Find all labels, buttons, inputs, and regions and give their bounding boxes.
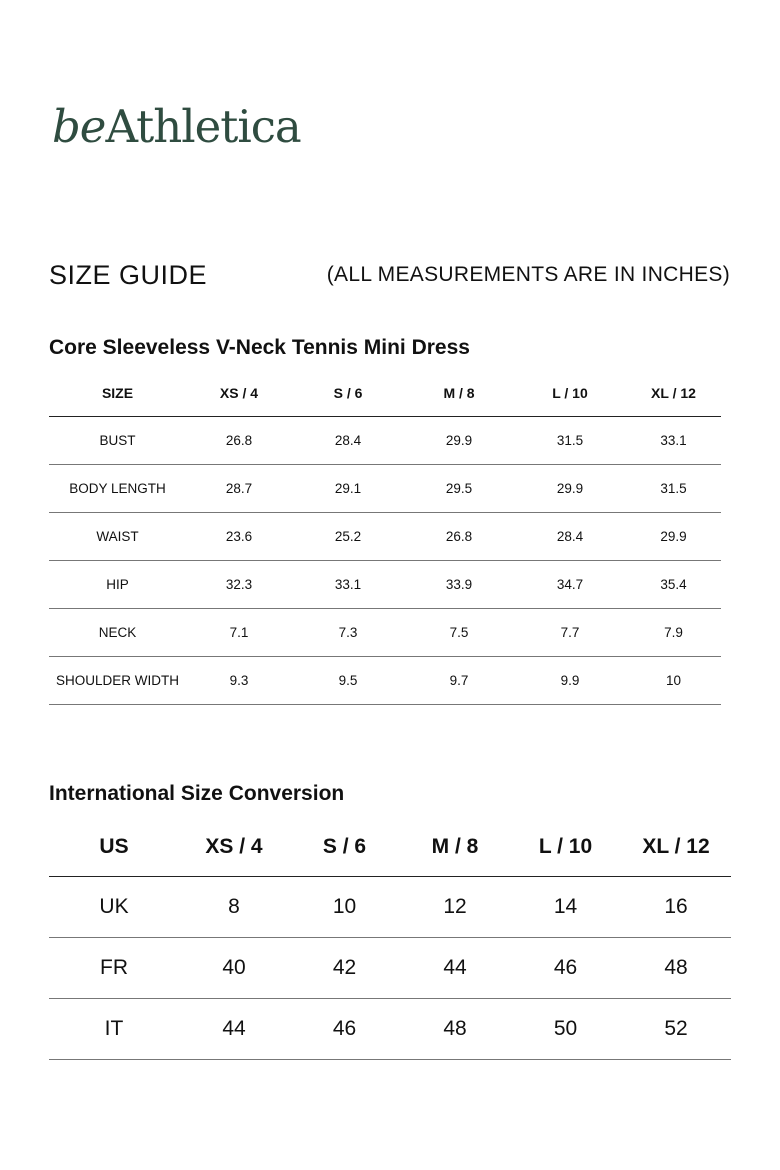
table-cell: 9.7: [404, 657, 514, 705]
table-row: [49, 938, 731, 999]
table-cell: 9.9: [514, 657, 626, 705]
brand-name: Athletica: [105, 100, 301, 153]
row-label: NECK: [49, 609, 186, 657]
brand-logo: [52, 100, 301, 153]
table-cell: 44: [179, 999, 289, 1060]
table-cell: 31.5: [626, 465, 721, 513]
table-cell: 46: [510, 938, 621, 999]
table-cell: 52: [621, 999, 731, 1060]
table-row: [49, 877, 731, 938]
brand-prefix: be: [52, 100, 106, 153]
measurement-unit-note: (ALL MEASUREMENTS ARE IN INCHES): [326, 263, 730, 286]
table-cell: 29.9: [404, 417, 514, 465]
row-label: FR: [49, 938, 179, 999]
table-cell: 32.3: [186, 561, 292, 609]
table-cell: 35.4: [626, 561, 721, 609]
table-cell: 9.3: [186, 657, 292, 705]
table-cell: 7.3: [292, 609, 404, 657]
table-cell: 10: [289, 877, 400, 938]
table-cell: 8: [179, 877, 289, 938]
table-cell: 12: [400, 877, 510, 938]
table-cell: 33.9: [404, 561, 514, 609]
column-header: L / 10: [510, 817, 621, 877]
table-cell: 7.9: [626, 609, 721, 657]
table-cell: 14: [510, 877, 621, 938]
table-cell: 48: [400, 999, 510, 1060]
table-cell: 7.5: [404, 609, 514, 657]
row-label: IT: [49, 999, 179, 1060]
table-cell: 48: [621, 938, 731, 999]
table-cell: 10: [626, 657, 721, 705]
table-header-row: [49, 369, 721, 417]
table-cell: 28.4: [514, 513, 626, 561]
table-row: [49, 513, 721, 561]
table-cell: 29.9: [514, 465, 626, 513]
table-cell: 29.9: [626, 513, 721, 561]
column-header: L / 10: [514, 369, 626, 417]
row-label: WAIST: [49, 513, 186, 561]
table-cell: 40: [179, 938, 289, 999]
column-header: XL / 12: [621, 817, 731, 877]
row-label: SHOULDER WIDTH: [49, 657, 186, 705]
measurements-table-title: Core Sleeveless V-Neck Tennis Mini Dress: [49, 336, 470, 359]
size-conversion-table: [49, 817, 731, 1060]
table-cell: 25.2: [292, 513, 404, 561]
conversion-table-title: International Size Conversion: [49, 782, 345, 805]
column-header: XS / 4: [179, 817, 289, 877]
table-cell: 50: [510, 999, 621, 1060]
table-cell: 44: [400, 938, 510, 999]
table-cell: 34.7: [514, 561, 626, 609]
table-row: [49, 657, 721, 705]
column-header: S / 6: [289, 817, 400, 877]
table-row: [49, 609, 721, 657]
column-header: M / 8: [404, 369, 514, 417]
table-header-row: [49, 817, 731, 877]
table-cell: 33.1: [626, 417, 721, 465]
table-cell: 9.5: [292, 657, 404, 705]
table-cell: 16: [621, 877, 731, 938]
table-cell: 31.5: [514, 417, 626, 465]
row-label: UK: [49, 877, 179, 938]
row-label: HIP: [49, 561, 186, 609]
table-row: [49, 999, 731, 1060]
row-label: BODY LENGTH: [49, 465, 186, 513]
table-cell: 26.8: [404, 513, 514, 561]
column-header: M / 8: [400, 817, 510, 877]
row-label: BUST: [49, 417, 186, 465]
table-row: [49, 465, 721, 513]
table-cell: 46: [289, 999, 400, 1060]
table-cell: 33.1: [292, 561, 404, 609]
column-header: XL / 12: [626, 369, 721, 417]
table-cell: 7.1: [186, 609, 292, 657]
table-cell: 26.8: [186, 417, 292, 465]
table-row: [49, 417, 721, 465]
table-cell: 28.7: [186, 465, 292, 513]
table-cell: 7.7: [514, 609, 626, 657]
table-cell: 28.4: [292, 417, 404, 465]
table-cell: 42: [289, 938, 400, 999]
measurements-table: [49, 369, 721, 705]
table-cell: 29.1: [292, 465, 404, 513]
size-guide-title: SIZE GUIDE: [49, 260, 208, 290]
table-cell: 29.5: [404, 465, 514, 513]
column-header: US: [49, 817, 179, 877]
table-row: [49, 561, 721, 609]
column-header: XS / 4: [186, 369, 292, 417]
column-header: SIZE: [49, 369, 186, 417]
column-header: S / 6: [292, 369, 404, 417]
table-cell: 23.6: [186, 513, 292, 561]
